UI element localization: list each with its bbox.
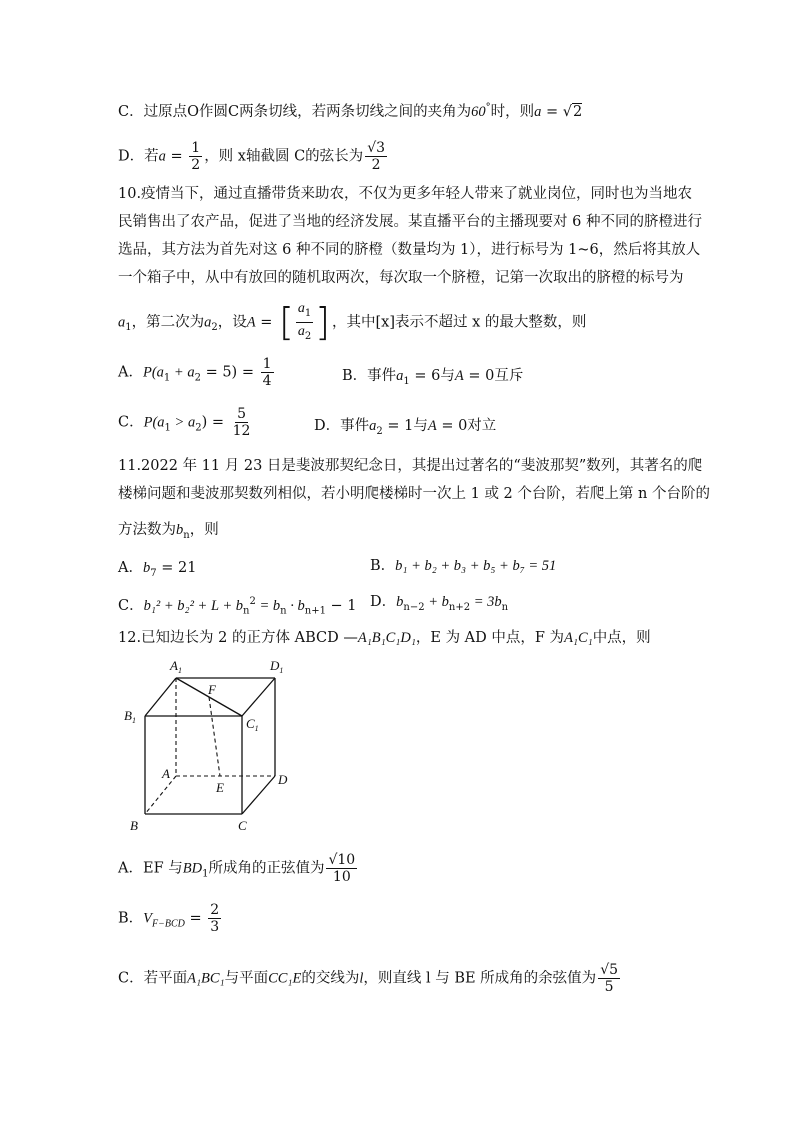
cube-figure: [118, 656, 298, 836]
q11-line-2: 楼梯问题和斐波那契数列相似，若小明爬楼梯时一次上 1 或 2 个台阶，若爬上第 n 个台阶的: [118, 486, 710, 502]
q12-line-1: 12.已知边长为 2 的正方体 ABCD —A₁B₁C₁D₁，E 为 AD 中点，F 为A₁C₁中点，则: [118, 630, 651, 646]
label-d1: $D_1$: [270, 658, 284, 675]
q10-line-4: 一个箱子中，从中有放回的随机取两次，每次取一个脐橙，记第一次取出的脐橙的标号为: [118, 270, 684, 286]
q12-option-b: B．$V_{F-BCD}$ = $\frac{2}{3}$: [118, 902, 220, 935]
label-f: F: [208, 682, 216, 697]
q10-line-2: 民销售出了农产品，促进了当地的经济发展。某直播平台的主播现要对 6 种不同的脐橙进行: [118, 214, 702, 230]
label-e: E: [216, 780, 224, 795]
q10-line-1: 10.疫情当下，通过直播带货来助农，不仅为更多年轻人带来了就业岗位，同时也为当地农: [118, 186, 693, 202]
q10-line-3: 选品，其方法为首先对这 6 种不同的脐橙（数量均为 1），进行标号为 1~6，然后将其放人: [118, 242, 701, 258]
label-b1: $B_1$: [124, 708, 136, 725]
fraction: $\frac{1}{2}$: [191, 140, 201, 173]
q9-option-d: D．若a = $\frac{1}{2}$ ，则 x轴截圆 C的弦长为 $\frac{√3}{2}$: [118, 140, 386, 173]
q12-option-c: C．若平面A₁BC₁与平面CC₁E的交线为l，则直线 l 与 BE 所成角的余弦值为 $\frac{√5}{5}$: [118, 962, 619, 995]
q11-option-a: A．$b_7 = 21$: [118, 560, 197, 579]
edge-d1-c1: [242, 678, 275, 716]
segment-f-e: [209, 697, 220, 776]
q10-option-d: D．事件$a_2 = 1$与A = 0对立: [314, 418, 497, 437]
label-d: D: [278, 772, 288, 787]
label-c: C: [238, 818, 247, 833]
q11-option-d: D．$b_{n-2} + b_{n+2} = 3b_n$: [370, 594, 509, 613]
q11-option-b: B．b₁ + b₂ + b₃ + b₅ + b₇ = 51: [370, 558, 557, 574]
floor-bracket: [ $\frac{a_1}{a_2}$ ]: [278, 300, 331, 345]
label-c1: $C_1$: [246, 716, 259, 733]
fraction: $\frac{√3}{2}$: [367, 140, 386, 173]
q10-line-5: $a_1$，第二次为$a_2$，设A = [ $\frac{a_1}{a_2}$ ] ，其中[x]表示不超过 x 的最大整数，则: [118, 300, 587, 345]
q11-line-3: 方法数为$b_n$，则: [118, 522, 219, 541]
label-a1: $A_1$: [170, 658, 182, 675]
edge-a-b: [145, 776, 176, 814]
q11-option-c: C．$b_1^2 + b_2^2 + L + b_n^2 = b_n \cdot b_{n+1} - 1$: [118, 596, 357, 617]
q10-option-b: B．事件$a_1 = 6$与A = 0互斥: [342, 368, 524, 387]
edge-a1-b1: [145, 678, 176, 716]
q10-option-c: C．$P(a_1 > a_2)$ = $\frac{5}{12}$: [118, 406, 251, 439]
q12-option-a: A．EF 与$BD_1$所成角的正弦值为 $\frac{√10}{10}$: [118, 852, 356, 885]
q9-option-c: C．过原点O作圆C两条切线，若两条切线之间的夹角为60°时，则a = √2: [118, 102, 583, 120]
label-b: B: [130, 818, 138, 833]
q10-option-a: A．$P(a_1 + a_2 = 5)$ = $\frac{1}{4}$: [118, 356, 272, 389]
edge-c-d: [242, 776, 275, 814]
q11-line-1: 11.2022 年 11 月 23 日是斐波那契纪念日，其提出过著名的“斐波那契”数列，其著名的爬: [118, 458, 703, 474]
label-a: A: [162, 766, 170, 781]
